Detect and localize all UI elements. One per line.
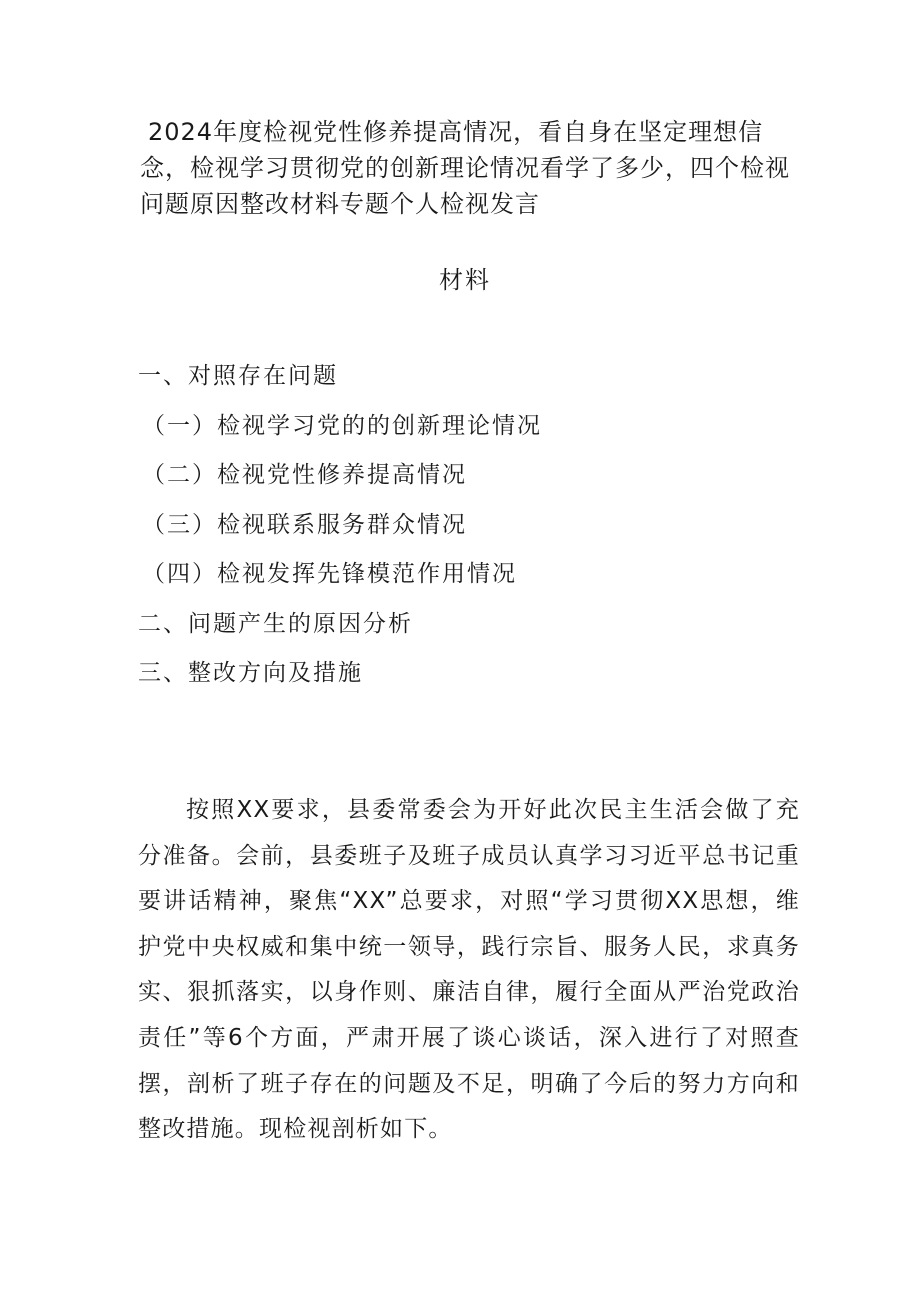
outline-item-section-2: 二、问题产生的原因分析	[138, 610, 413, 637]
title-line-3: 问题原因整改材料专题个人检视发言	[140, 190, 540, 218]
outline-item-sub-2: （二）检视党性修养提高情况	[142, 462, 467, 488]
outline-item-sub-3: （三）检视联系服务群众情况	[142, 511, 467, 538]
outline-item-sub-4: （四）检视发挥先锋模范作用情况	[142, 561, 517, 587]
body-paragraph: 按照XX要求，县委常委会为开好此次民主生活会做了充分准备。会前，县委班子及班子成员认真学习习近平总书记重要讲话精神，聚焦“XX”总要求，对照“学习贯彻XX思想，维护党中央权威和集中统一领导，践行宗旨、服务人民，求真务实、狠抓落实，以身作则、廉洁自律，履行全面从严治党政治责任”等6个方面，严肃开展了谈心谈话，深入进行了对照查摆，剖析了班子存在的问题及不足，明确了今后的努力方向和整改措施。现检视剖析如下。	[138, 797, 800, 1143]
outline-list	[138, 352, 838, 699]
document-title	[140, 114, 800, 222]
title-line-1: 2024年度检视党性修养提高情况，看自身在坚定理想信	[148, 118, 764, 146]
outline-item-sub-1: （一）检视学习党的的创新理论情况	[142, 412, 542, 439]
outline-item-section-3: 三、整改方向及措施	[138, 660, 363, 686]
outline-item-section-1: 一、对照存在问题	[138, 363, 338, 389]
title-suffix: 材料	[439, 266, 491, 294]
title-line-2: 念，检视学习贯彻党的创新理论情况看学了多少，四个检视	[140, 154, 790, 182]
